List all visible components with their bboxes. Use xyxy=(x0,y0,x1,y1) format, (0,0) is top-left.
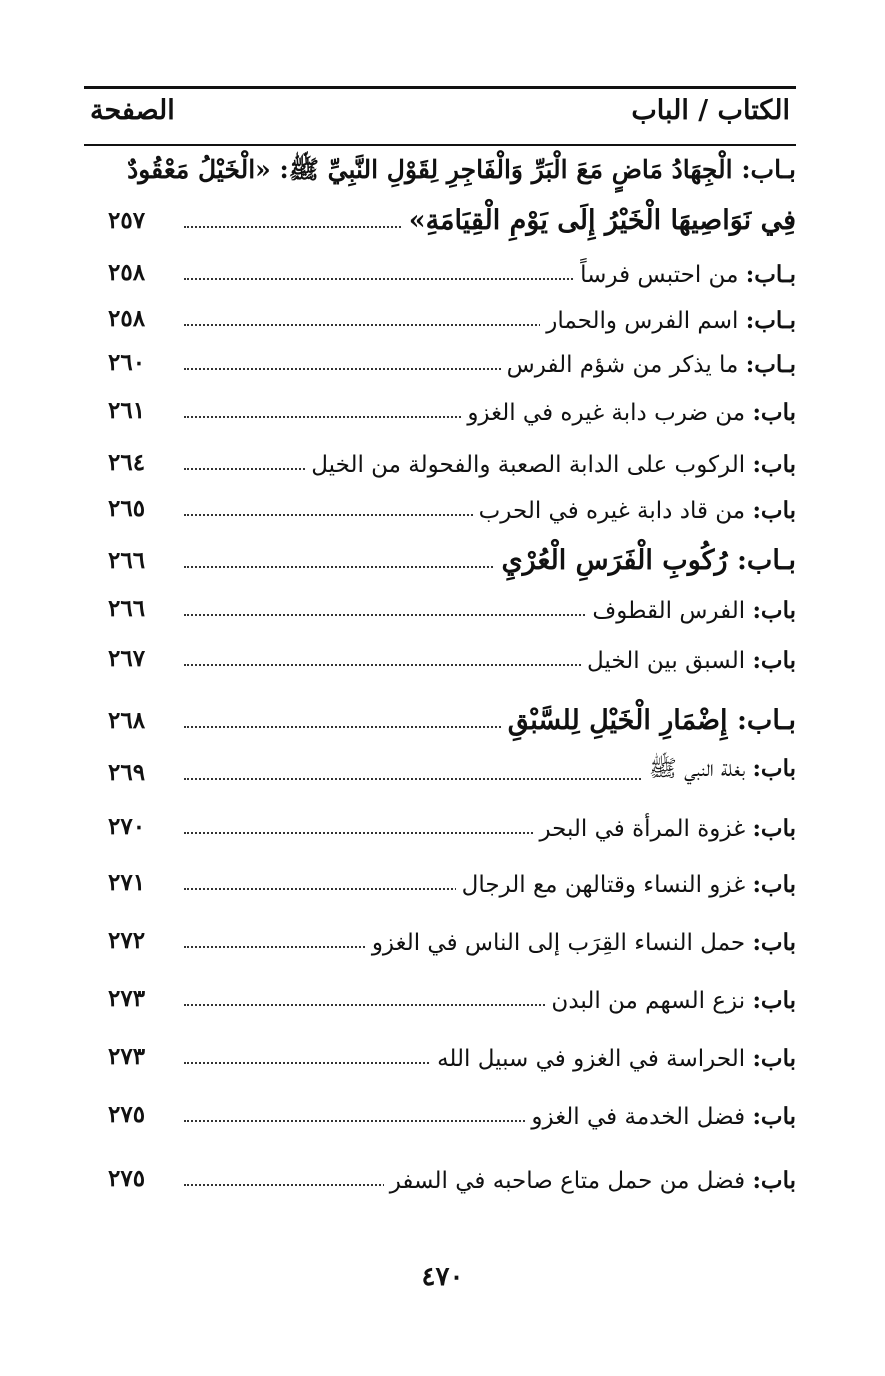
toc-entry xyxy=(84,742,796,794)
toc-entry-first-line1 xyxy=(84,150,796,194)
entry-page: ٢٧١ xyxy=(108,869,146,896)
entry-label: باب: xyxy=(752,647,796,674)
entry-text: حمل النساء القِرَب إلى الناس في الغزو xyxy=(371,930,746,956)
entry-page: ٢٦٧ xyxy=(108,645,146,672)
toc-entry xyxy=(84,432,796,484)
entry-title xyxy=(581,647,796,674)
entry-page: ٢٧٠ xyxy=(108,813,146,840)
entry-text: نزع السهم من البدن xyxy=(551,988,746,1014)
entry-title xyxy=(533,815,796,842)
entry-label: باب: xyxy=(752,987,796,1014)
entry-title xyxy=(366,929,796,956)
entry-title xyxy=(525,1103,796,1130)
entry-title xyxy=(384,1167,796,1194)
toc-entry xyxy=(84,796,796,848)
entry-label: باب: xyxy=(752,1045,796,1072)
header-chapter-column: الكتاب / الباب xyxy=(631,95,790,126)
entry-label: بـاب: xyxy=(736,705,796,736)
entry-title xyxy=(643,754,796,788)
entry-text: من احتبس فرساً xyxy=(580,262,739,288)
entry-title xyxy=(586,597,796,624)
toc-entry xyxy=(84,1084,796,1136)
entry-page: ٢٦٩ xyxy=(108,759,146,786)
toc-entry xyxy=(84,380,796,432)
entry-text: بغلة النبي ﷺ xyxy=(649,756,746,782)
entry-label: بـاب: xyxy=(736,545,796,576)
entry-text: إِضْمَارِ الْخَيْلِ لِلسَّبْقِ xyxy=(507,705,728,736)
entry-label: باب: xyxy=(752,399,796,426)
entry-page: ٢٦٦ xyxy=(108,595,146,622)
entry-label: باب: xyxy=(752,597,796,624)
entry-page: ٢٧٥ xyxy=(108,1165,146,1192)
entry-text: ما يذكر من شؤم الفرس xyxy=(506,352,739,378)
entry-title xyxy=(502,705,796,736)
entry-page: ٢٧٥ xyxy=(108,1101,146,1128)
entry-label: باب: xyxy=(752,755,796,782)
entry-label: باب: xyxy=(752,871,796,898)
entry-title-line2: فِي نَوَاصِيهَا الْخَيْرُ إِلَى يَوْمِ الْقِيَامَةِ» xyxy=(403,205,796,236)
entry-page: ٢٧٣ xyxy=(108,985,146,1012)
entry-page: ٢٥٨ xyxy=(108,305,146,332)
entry-title xyxy=(431,1045,796,1072)
entry-page: ٢٦٤ xyxy=(108,449,146,476)
toc-entry xyxy=(84,242,796,294)
entry-title xyxy=(495,545,796,576)
entry-label: بـاب: xyxy=(745,351,796,378)
entry-label: باب: xyxy=(752,815,796,842)
toc-entry xyxy=(84,530,796,582)
entry-label: بـاب: xyxy=(745,307,796,334)
entry-label: باب: xyxy=(752,1103,796,1130)
entry-page: ٢٧٣ xyxy=(108,1043,146,1070)
entry-label: باب: xyxy=(752,451,796,478)
entry-page: ٢٧٢ xyxy=(108,927,146,954)
entry-text: اسم الفرس والحمار xyxy=(546,308,739,334)
table-header xyxy=(84,86,796,146)
entry-title xyxy=(574,261,796,288)
entry-title xyxy=(545,987,796,1014)
entry-page: ٢٦٨ xyxy=(108,707,146,734)
entry-title xyxy=(501,351,796,378)
entry-label: باب: xyxy=(752,929,796,956)
entry-page: ٢٦٦ xyxy=(108,547,146,574)
entry-text: رُكُوبِ الْفَرَسِ الْعُرْيِ xyxy=(501,545,728,576)
entry-title-line1: بـاب: الْجِهَادُ مَاضٍ مَعَ الْبَرِّ وَالْفَاجِرِ لِقَوْلِ النَّبِيِّ ﷺ: «الْخَيْلُ مَعْقُودٌ xyxy=(127,155,796,184)
entry-text: من قاد دابة غيره في الحرب xyxy=(478,498,746,524)
entry-page: ٢٥٨ xyxy=(108,259,146,286)
toc-entry xyxy=(84,628,796,680)
entry-page: ٢٦٥ xyxy=(108,495,146,522)
entry-text: من ضرب دابة غيره في الغزو xyxy=(467,400,746,426)
toc-entry xyxy=(84,332,796,384)
toc-entry xyxy=(84,478,796,530)
entry-title xyxy=(540,307,796,334)
toc-entry-first xyxy=(84,190,796,242)
toc-entry xyxy=(84,690,796,742)
header-page-column: الصفحة xyxy=(90,95,175,126)
toc-entry xyxy=(84,578,796,630)
page-number: ٤٧٠ xyxy=(421,1262,464,1292)
entry-text: الحراسة في الغزو في سبيل الله xyxy=(437,1046,746,1072)
toc-entry xyxy=(84,910,796,962)
entry-label: باب: xyxy=(752,497,796,524)
toc-entry xyxy=(84,1026,796,1078)
entry-text: السبق بين الخيل xyxy=(587,648,746,674)
entry-page: ٢٦١ xyxy=(108,397,146,424)
entry-page: ٢٥٧ xyxy=(108,207,146,234)
entry-title xyxy=(456,871,796,898)
entry-text: فضل من حمل متاع صاحبه في السفر xyxy=(389,1168,746,1194)
entry-text: الفرس القطوف xyxy=(592,598,746,624)
entry-title xyxy=(461,399,796,426)
entry-label: بـاب: xyxy=(745,261,796,288)
entry-text: غزو النساء وقتالهن مع الرجال xyxy=(461,872,746,898)
toc-entry xyxy=(84,1148,796,1200)
toc-entry xyxy=(84,968,796,1020)
entry-title xyxy=(305,451,796,478)
entry-text: غزوة المرأة في البحر xyxy=(539,816,746,842)
entry-title xyxy=(473,497,796,524)
entry-page: ٢٦٠ xyxy=(108,349,146,376)
entry-label: باب: xyxy=(752,1167,796,1194)
entry-text: فضل الخدمة في الغزو xyxy=(531,1104,746,1130)
entry-text: الركوب على الدابة الصعبة والفحولة من الخيل xyxy=(311,452,746,478)
toc-entry xyxy=(84,852,796,904)
